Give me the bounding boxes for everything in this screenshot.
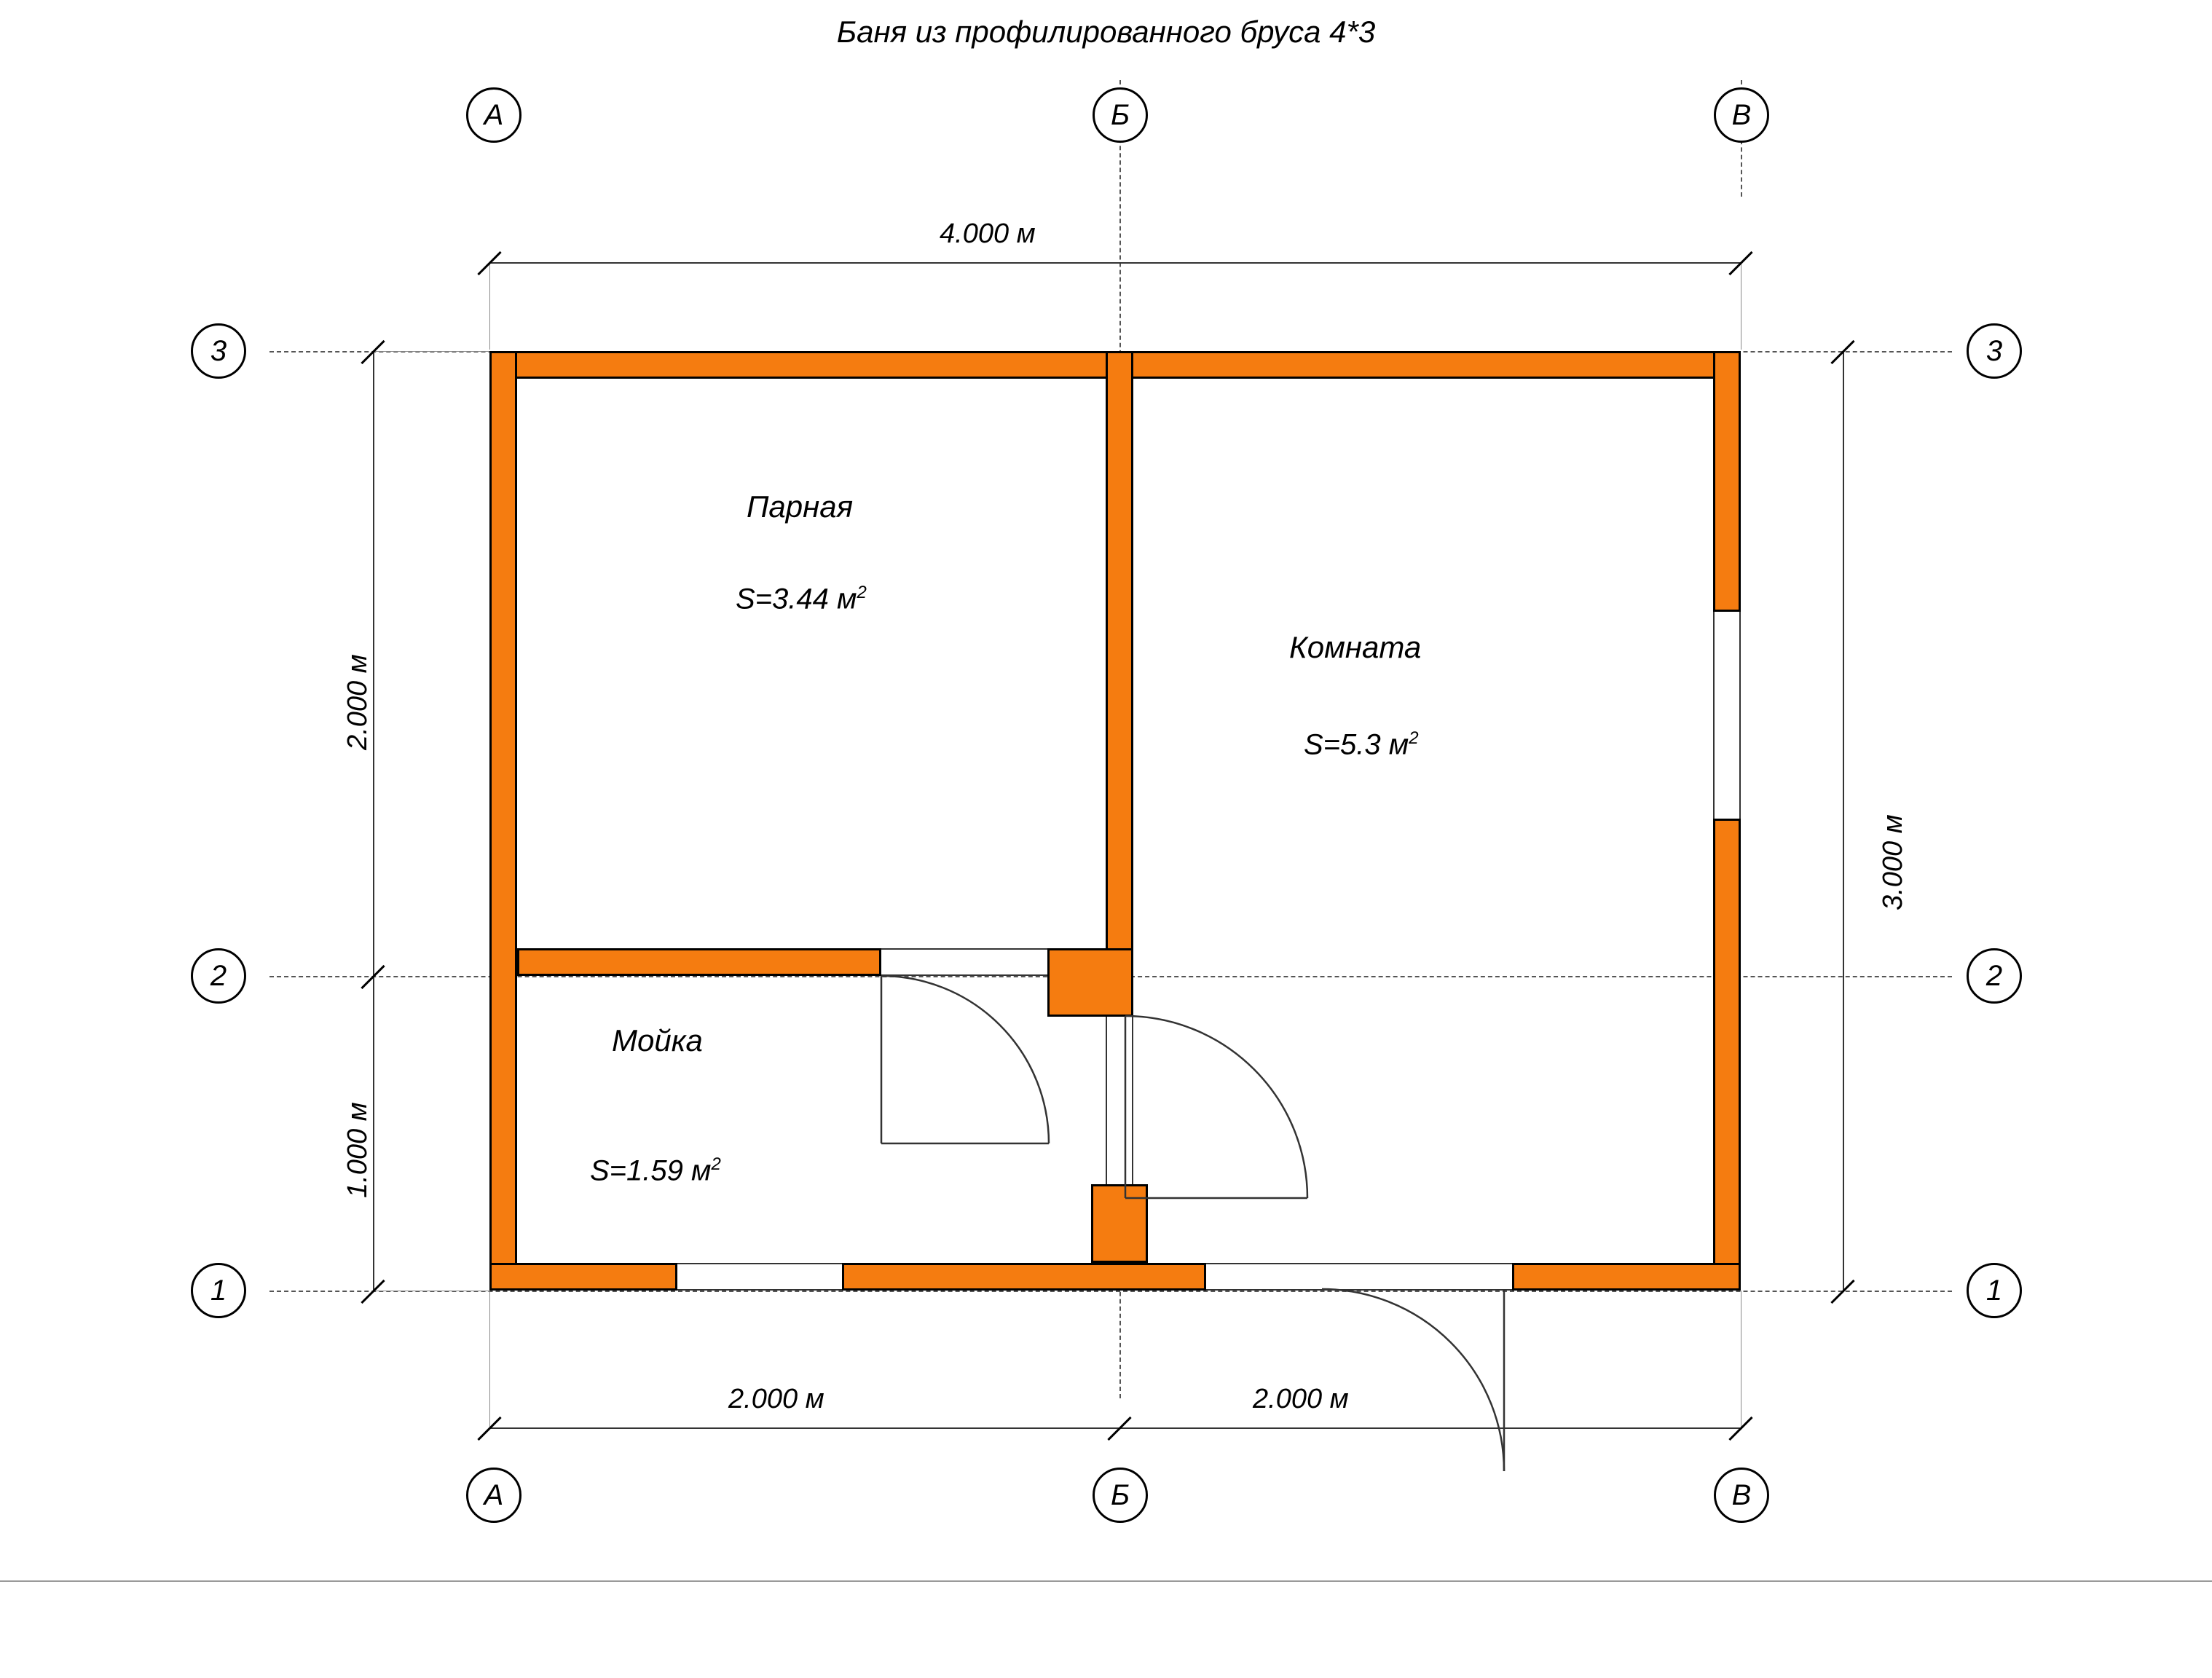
axis-bubble-left-3[interactable]: 3 xyxy=(191,323,246,379)
dimension-label-top: 4.000 м xyxy=(940,218,1036,249)
axis-bubble-right-2[interactable]: 2 xyxy=(1967,948,2022,1004)
extension-line xyxy=(489,1291,490,1429)
axis-line-1 xyxy=(269,1291,1952,1292)
window-opening-bottom-left xyxy=(677,1263,842,1291)
wall-exterior-right-upper xyxy=(1713,351,1741,612)
axis-bubble-top-a[interactable]: А xyxy=(466,87,521,143)
dimension-label-left-lower: 1.000 м xyxy=(342,1102,373,1198)
axis-bubble-left-2[interactable]: 2 xyxy=(191,948,246,1004)
room-name-parnaya: Парная xyxy=(747,489,854,524)
extension-line xyxy=(489,262,490,350)
door-swing-room xyxy=(1122,1012,1318,1209)
door-swing-entrance xyxy=(1318,1285,1537,1482)
dimension-line-bottom-left xyxy=(489,1427,1119,1429)
wall-exterior-bottom-mid xyxy=(842,1263,1206,1291)
wall-interior-horizontal-stub xyxy=(1047,948,1133,1017)
room-area-value-parnaya: S=3.44 м xyxy=(736,583,857,615)
room-area-sup-moyka: 2 xyxy=(711,1154,721,1174)
axis-bubble-bottom-v[interactable]: В xyxy=(1714,1468,1769,1523)
room-name-komnata: Комната xyxy=(1289,630,1422,664)
room-area-sup-parnaya: 2 xyxy=(857,583,867,602)
wall-exterior-left xyxy=(489,351,517,1291)
wall-exterior-right-lower xyxy=(1713,819,1741,1291)
wall-exterior-bottom-left-stub xyxy=(489,1263,677,1291)
page-title: Баня из профилированного бруса 4*3 xyxy=(836,15,1376,49)
dimension-label-bottom-left: 2.000 м xyxy=(728,1384,824,1414)
room-area-sup-komnata: 2 xyxy=(1409,728,1419,748)
wall-interior-vertical-upper xyxy=(1106,351,1133,1017)
room-area-value-moyka: S=1.59 м xyxy=(590,1154,712,1187)
axis-bubble-right-1[interactable]: 1 xyxy=(1967,1263,2022,1318)
dimension-label-right-total: 3.000 м xyxy=(1878,814,1908,910)
axis-bubble-top-b[interactable]: Б xyxy=(1093,87,1148,143)
room-area-komnata xyxy=(1304,728,1419,761)
dimension-label-left-upper: 2.000 м xyxy=(342,654,373,750)
door-swing-wash-room xyxy=(878,972,1060,1154)
axis-bubble-top-v[interactable]: В xyxy=(1714,87,1769,143)
room-area-parnaya xyxy=(736,583,867,615)
dimension-line-top xyxy=(489,262,1741,264)
wall-exterior-bottom-right xyxy=(1512,1263,1741,1291)
axis-bubble-bottom-a[interactable]: А xyxy=(466,1468,521,1523)
room-name-moyka: Мойка xyxy=(612,1023,703,1057)
axis-bubble-bottom-b[interactable]: Б xyxy=(1093,1468,1148,1523)
axis-bubble-left-1[interactable]: 1 xyxy=(191,1263,246,1318)
window-opening-right xyxy=(1713,612,1741,819)
wall-interior-horizontal-left xyxy=(517,948,881,976)
room-area-moyka xyxy=(590,1154,721,1187)
sheet-border xyxy=(0,1580,2212,1582)
room-area-value-komnata: S=5.3 м xyxy=(1304,728,1409,761)
dimension-line-right-total xyxy=(1843,351,1844,1291)
dimension-label-bottom-right: 2.000 м xyxy=(1253,1384,1349,1414)
axis-bubble-right-3[interactable]: 3 xyxy=(1967,323,2022,379)
extension-line xyxy=(373,351,489,352)
